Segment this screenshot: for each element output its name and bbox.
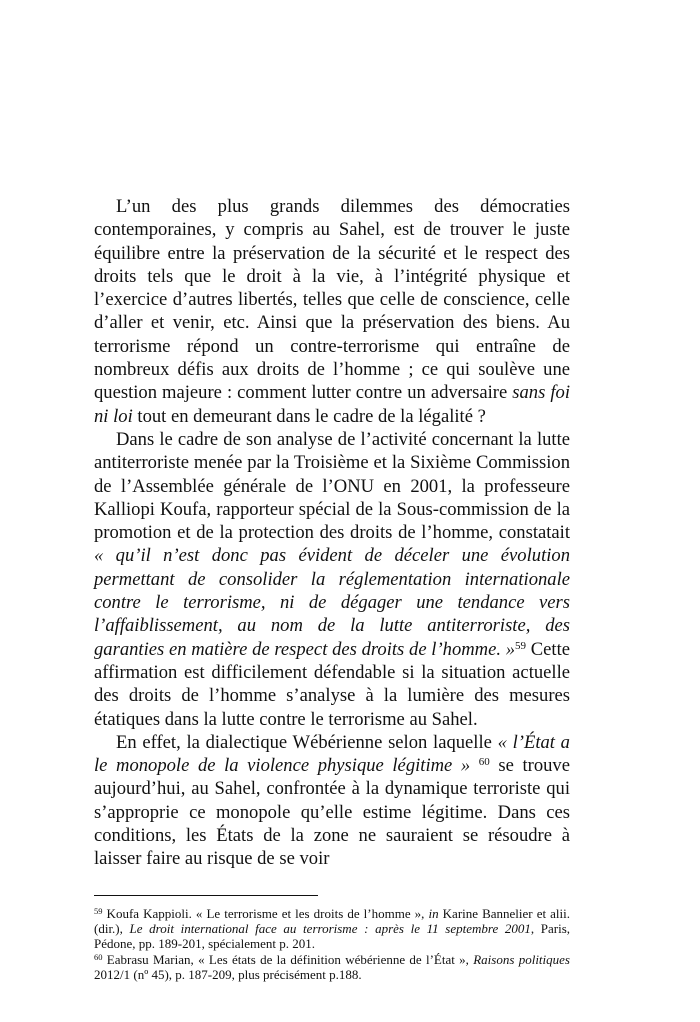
paragraph <box>94 428 570 731</box>
footnotes <box>94 906 570 982</box>
italic-text: « qu’il n’est donc pas évident de déceler une évolution permettant de consolider la réglementation internationale contre le terrorisme, ni de dégager une tendance vers l’affaiblissement, au nom de la lutte antiterroriste, des garanties en matière de respect des droits de l’homme. » <box>94 545 570 660</box>
text-segment: En effet, la dialectique Wébérienne selon laquelle <box>116 731 498 753</box>
footnote-reference: 60 <box>478 756 490 769</box>
text-segment: tout en demeurant dans le cadre de la légalité ? <box>132 405 486 427</box>
text-segment <box>470 755 479 776</box>
italic-text: Raisons politiques <box>473 951 570 967</box>
footnote <box>94 952 570 983</box>
text-segment: L’un des plus grands dilemmes des démocraties contemporaines, y compris au Sahel, est de trouver le juste équilibre entre la préservation de la sécurité et le respect des droits tels que le droit à la vie, à l’intégrité physique et l’exercice d’autres libertés, telles que celle de conscience, celle d’aller et venir, etc. Ainsi que la préservation des biens. Au terrorisme répond un contre-terrorisme qui entraîne de nombreux défis aux droits de l’homme ; ce qui soulève une question majeure : comment lutter contre un adversaire <box>94 196 570 404</box>
footnote-divider <box>94 895 318 896</box>
footnote-reference: 59 <box>94 905 103 916</box>
text-segment: Dans le cadre de son analyse de l’activité concernant la lutte antiterroriste menée par la Troisième et la Sixième Commission de l’Assemblée générale de l’ONU en 2001, la professeure Kalliopi Koufa, rapporteur spécial de la Sous-commission de la promotion et de la protection des droits de l’homme, constatait <box>94 428 570 544</box>
italic-text: Le droit international face au terrorisme : après le 11 septembre 2001 <box>129 920 531 936</box>
italic-text: in <box>428 905 439 921</box>
body-text <box>94 195 570 871</box>
text-segment: Eabrasu Marian, « Les états de la définition wébérienne de l’État », <box>102 951 474 967</box>
footnote-reference: 59 <box>515 639 527 652</box>
italic-text: « l’État a le monopole de la violence physique légitime » <box>94 731 570 777</box>
text-segment: 2012/1 (nº 45), p. 187-209, plus précisément p.188. <box>94 966 362 982</box>
italic-text: sans foi ni loi <box>94 382 571 427</box>
footnote-reference: 60 <box>94 951 103 962</box>
footnote <box>94 906 570 952</box>
paragraph <box>94 731 570 871</box>
text-segment: se trouve aujourd’hui, au Sahel, confrontée à la dynamique terroriste qui s’approprie ce monopole qu’elle estime légitime. Dans ces conditions, les États de la zone ne sauraient se résoudre à laisser faire au risque de se voir <box>94 755 570 870</box>
paragraph <box>94 195 570 428</box>
text-segment: Cette affirmation est difficilement défendable si la situation actuelle des droits de l’homme s’analyse à la lumière des mesures étatiques dans la lutte contre le terrorisme au Sahel. <box>94 638 570 730</box>
text-segment: Koufa Kappioli. « Le terrorisme et les droits de l’homme », <box>102 905 429 921</box>
text-segment: , Paris, Pédone, pp. 189-201, spécialement p. 201. <box>94 920 571 952</box>
text-segment: Karine Bannelier et alii. (dir.), <box>94 905 570 936</box>
